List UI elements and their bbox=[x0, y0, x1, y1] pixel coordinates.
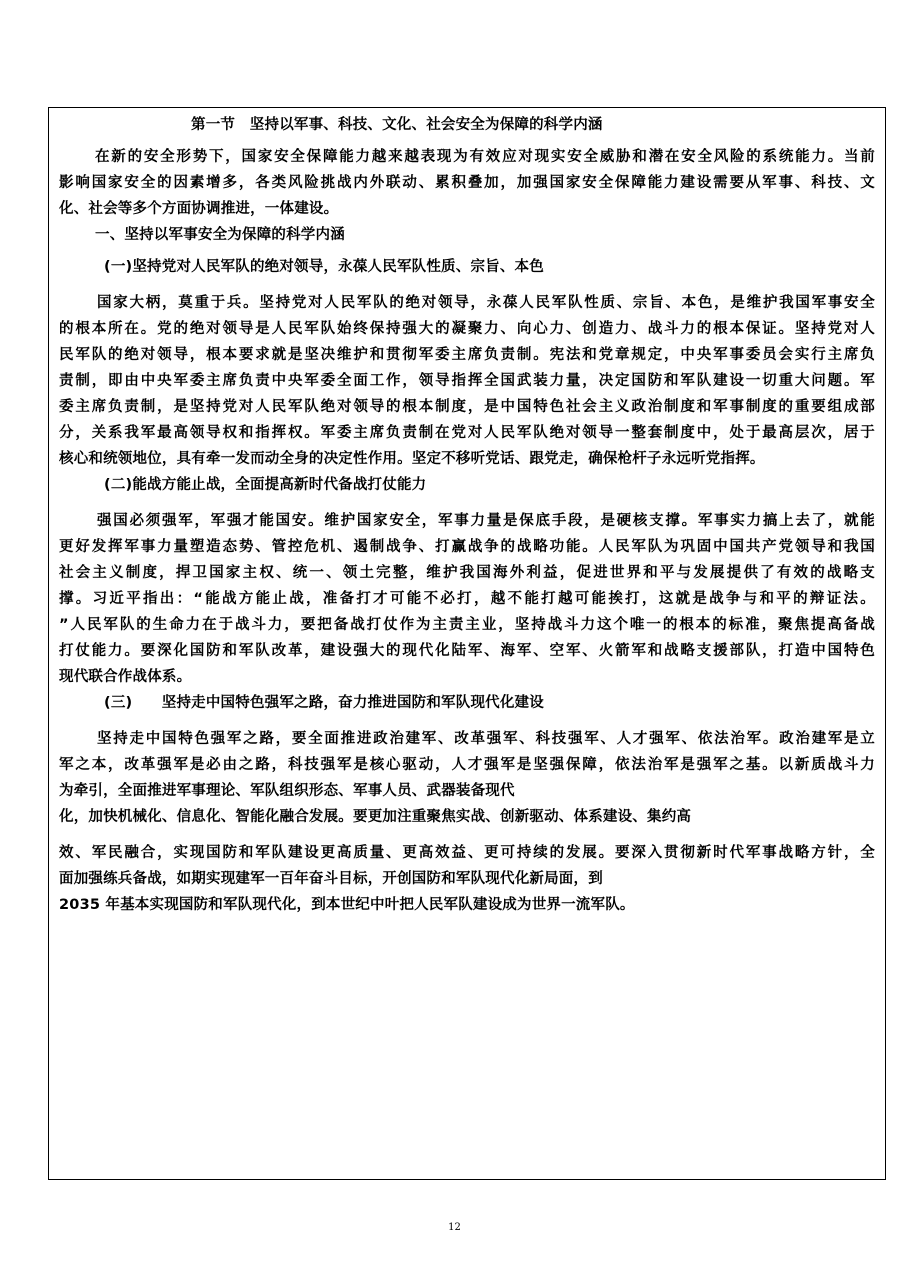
paragraph-line: 分，关系我军最高领导权和指挥权。军委主席负责制在党对人民军队绝对领导一整套制度中，处于最高层次，居于 bbox=[59, 425, 875, 441]
section-title: 第一节 坚持以军事、科技、文化、社会安全为保障的科学内涵 bbox=[191, 117, 603, 133]
paragraph-line: 社会主义制度，捍卫国家主权、统一、领土完整，维护我国海外利益，促进世界和平与发展提供了有效的战略支 bbox=[59, 565, 875, 581]
intro-line: 在新的安全形势下，国家安全保障能力越来越表现为有效应对现实安全威胁和潜在安全风险的系统能力。当前 bbox=[95, 149, 875, 165]
paragraph-line: 军之本，改革强军是必由之路，科技强军是核心驱动，人才强军是坚强保障，依法治军是强军之基。以新质战斗力 bbox=[59, 757, 875, 773]
paragraph-line: 民军队的绝对领导，根本要求就是坚决维护和贯彻军委主席负责制。宪法和党章规定，中央军事委员会实行主席负 bbox=[59, 347, 875, 363]
paragraph-line: 的根本所在。党的绝对领导是人民军队始终保持强大的凝聚力、向心力、创造力、战斗力的根本保证。坚持党对人 bbox=[59, 321, 875, 337]
paragraph-line: 核心和统领地位，具有牵一发而动全身的决定性作用。坚定不移听党话、跟党走，确保枪杆子永远听党指挥。 bbox=[59, 451, 765, 467]
page-number: 12 bbox=[448, 1222, 461, 1233]
intro-line: 化、社会等多个方面协调推进，一体建设。 bbox=[59, 201, 339, 217]
paragraph-line: 强国必须强军，军强才能国安。维护国家安全，军事力量是保底手段，是硬核支撑。军事实力搞上去了，就能 bbox=[97, 513, 875, 529]
paragraph-line: 为牵引，全面推进军事理论、军队组织形态、军事人员、武器装备现代 bbox=[59, 783, 515, 799]
paragraph-line: 打仗能力。要深化国防和军队改革，建设强大的现代化陆军、海军、空军、火箭军和战略支援部队，打造中国特色 bbox=[59, 643, 875, 659]
paragraph-line: 坚持走中国特色强军之路，要全面推进政治建军、改革强军、科技强军、人才强军、依法治军。政治建军是立 bbox=[97, 731, 875, 747]
paragraph-line: 现代联合作战体系。 bbox=[59, 669, 192, 685]
page-frame bbox=[48, 107, 886, 1180]
subheading-combat-readiness: (二)能战方能止战，全面提高新时代备战打仗能力 bbox=[104, 477, 427, 493]
subheading-party-leadership: (一)坚持党对人民军队的绝对领导，永葆人民军队性质、宗旨、本色 bbox=[104, 259, 544, 275]
document-body bbox=[59, 112, 875, 918]
paragraph-line: 面加强练兵备战，如期实现建军一百年奋斗目标，开创国防和军队现代化新局面，到 bbox=[59, 871, 603, 887]
paragraph-line: ”人民军队的生命力在于战斗力，要把备战打仗作为主责主业，坚持战斗力这个唯一的根本的标准，聚焦提高备战 bbox=[59, 617, 875, 633]
paragraph-line: 更好发挥军事力量塑造态势、管控危机、遏制战争、打赢战争的战略功能。人民军队为巩固中国共产党领导和我国 bbox=[59, 539, 875, 555]
paragraph-line: 效、军民融合，实现国防和军队建设更高质量、更高效益、更可持续的发展。要深入贯彻新时代军事战略方针，全 bbox=[59, 845, 875, 861]
intro-line: 影响国家安全的因素增多，各类风险挑战内外联动、累积叠加，加强国家安全保障能力建设需要从军事、科技、文 bbox=[59, 175, 875, 191]
heading-military-security: 一、坚持以军事安全为保障的科学内涵 bbox=[95, 227, 345, 243]
paragraph-line: 责制，即由中央军委主席负责中央军委全面工作，领导指挥全国武装力量，决定国防和军队建设一切重大问题。军 bbox=[59, 373, 875, 389]
subheading-strong-military-path: (三) 坚持走中国特色强军之路，奋力推进国防和军队现代化建设 bbox=[104, 695, 544, 711]
paragraph-line: 2035 年基本实现国防和军队现代化，到本世纪中叶把人民军队建设成为世界一流军队。 bbox=[59, 897, 635, 913]
paragraph-line: 委主席负责制，是坚持党对人民军队绝对领导的根本制度，是中国特色社会主义政治制度和军事制度的重要组成部 bbox=[59, 399, 875, 415]
paragraph-line: 国家大柄，莫重于兵。坚持党对人民军队的绝对领导，永葆人民军队性质、宗旨、本色，是维护我国军事安全 bbox=[97, 295, 875, 311]
paragraph-line: 撑。习近平指出：“能战方能止战，准备打才可能不必打，越不能打越可能挨打，这就是战争与和平的辩证法。 bbox=[59, 591, 875, 607]
paragraph-line: 化，加快机械化、信息化、智能化融合发展。要更加注重聚焦实战、创新驱动、体系建设、集约高 bbox=[59, 809, 692, 825]
